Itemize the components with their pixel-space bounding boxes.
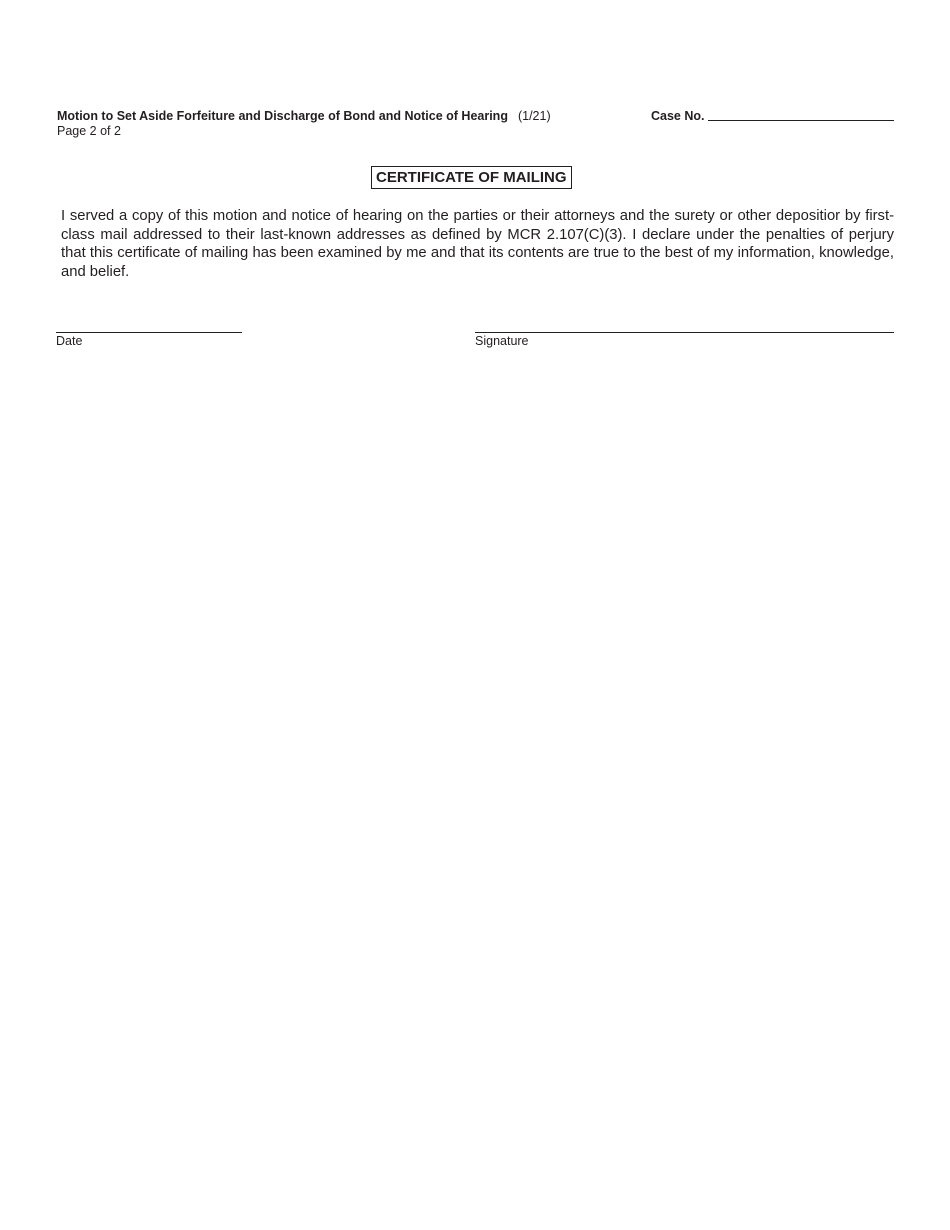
case-no-field[interactable] [708, 120, 894, 121]
form-title: Motion to Set Aside Forfeiture and Discharge of Bond and Notice of Hearing [57, 109, 508, 123]
form-revision: (1/21) [517, 109, 551, 123]
certificate-body: I served a copy of this motion and notice of hearing on the parties or their attorneys and the surety or other depositior by first-class mail addressed to their last-known addresses as defined by MCR 2.107(C)(3). I declare under the penalties of perjury that this certificate of mailing has been examined by me and that its contents are true to the best of my information, knowledge, and belief. [61, 208, 894, 280]
date-label: Date [56, 334, 83, 348]
date-field[interactable] [56, 332, 242, 333]
signature-field[interactable] [475, 332, 894, 333]
page-number: Page 2 of 2 [57, 124, 121, 138]
case-no-label: Case No. [651, 109, 705, 123]
signature-label: Signature [475, 334, 529, 348]
form-header [57, 109, 551, 123]
certificate-title: CERTIFICATE OF MAILING [371, 166, 572, 189]
